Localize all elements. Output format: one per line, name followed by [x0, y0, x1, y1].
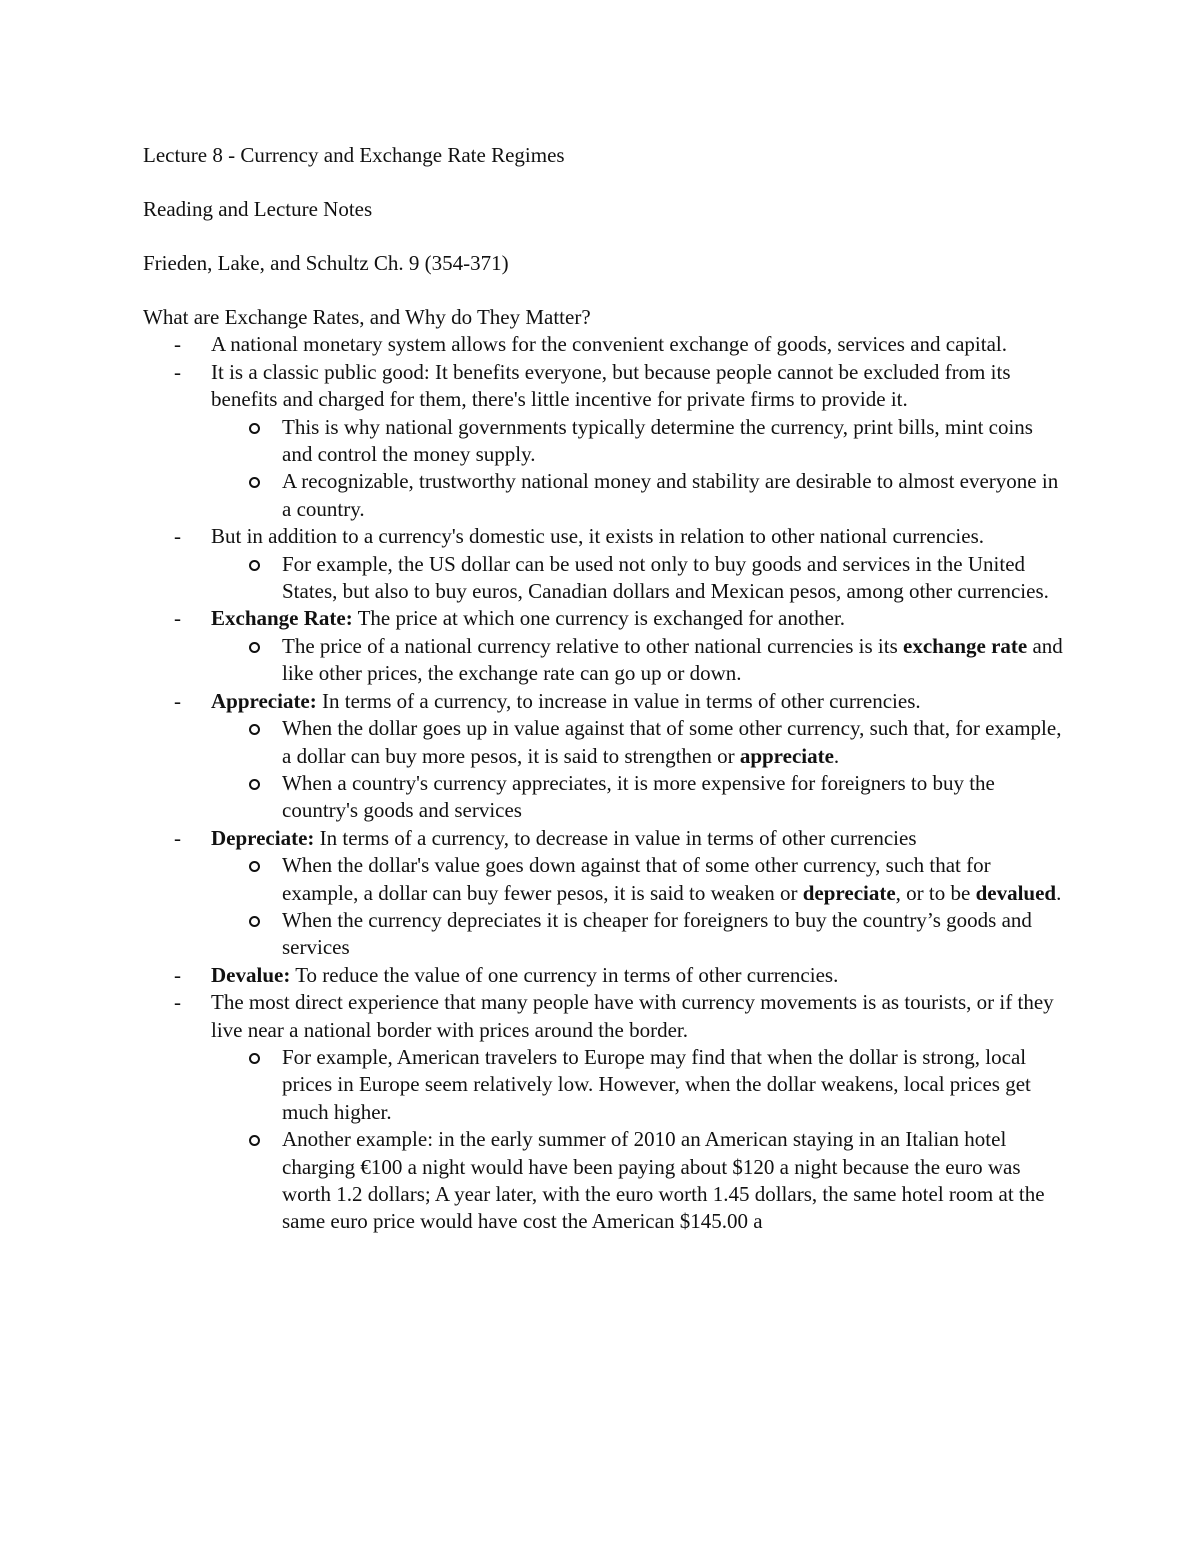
dash-bullet: -: [174, 606, 181, 631]
dash-bullet: -: [174, 962, 181, 987]
sub-list-item: [143, 1044, 1068, 1126]
dash-bullet: -: [174, 359, 181, 384]
sub-item-text: When the currency depreciates it is cheaper for foreigners to buy the country’s goods and services: [282, 907, 1032, 960]
circle-bullet-icon: [249, 1135, 260, 1146]
bold-term: exchange rate: [903, 633, 1028, 658]
list-item: [143, 605, 1068, 687]
term-depreciate: Depreciate:: [211, 825, 315, 850]
sub-list: [211, 1044, 1068, 1236]
sub-item-text: The price of a national currency relative to other national currencies is its: [282, 633, 903, 658]
sub-list: [211, 633, 1068, 688]
term-appreciate: Appreciate:: [211, 688, 317, 713]
sub-item-text: Another example: in the early summer of 2010 an American staying in an Italian hotel charging €100 a night would have been paying about $120 a night because the euro was worth 1.2 dollars; A year later, with the euro worth 1.45 dollars, the same hotel room at the same euro price would have cost the American $145.00 a: [282, 1127, 1045, 1234]
document-page: [143, 142, 1068, 1236]
circle-bullet-icon: [249, 916, 260, 927]
list-item: [143, 825, 1068, 962]
item-text: A national monetary system allows for the convenient exchange of goods, services and capital.: [211, 332, 1008, 357]
bold-term: depreciate: [802, 880, 896, 905]
definition-text: To reduce the value of one currency in terms of other currencies.: [290, 962, 839, 987]
dash-bullet: -: [174, 825, 181, 850]
item-text: The most direct experience that many people have with currency movements is as tourists, or if they live near a national border with prices around the border.: [211, 990, 1054, 1042]
dash-bullet: -: [174, 990, 181, 1015]
list-item: [143, 523, 1068, 605]
list-item: [143, 331, 1068, 358]
circle-bullet-icon: [249, 1053, 260, 1064]
item-text: But in addition to a currency's domestic use, it exists in relation to other national currencies.: [211, 524, 985, 549]
dash-bullet: -: [174, 688, 181, 713]
sub-list-item: [143, 633, 1068, 688]
sub-item-text: A recognizable, trustworthy national money and stability are desirable to almost everyone in a country.: [282, 469, 1059, 521]
sub-item-text: For example, the US dollar can be used not only to buy goods and services in the United States, but also to buy euros, Canadian dollars and Mexican pesos, among other currencies.: [282, 551, 1049, 604]
list-item: [143, 989, 1068, 1236]
reading-citation: Frieden, Lake, and Schultz Ch. 9 (354-371): [143, 251, 509, 275]
sub-item-text: .: [833, 743, 840, 768]
sub-item-text: When a country's currency appreciates, it is more expensive for foreigners to buy the country's goods and services: [282, 770, 995, 823]
list-item: [143, 359, 1068, 523]
definition-text: In terms of a currency, to increase in value in terms of other currencies.: [316, 688, 921, 713]
circle-bullet-icon: [249, 423, 260, 434]
dash-bullet: -: [174, 524, 181, 549]
bold-term: appreciate: [739, 743, 834, 768]
sub-list-item: [143, 468, 1068, 523]
circle-bullet-icon: [249, 477, 260, 488]
circle-bullet-icon: [249, 779, 260, 790]
term-exchange-rate: Exchange Rate:: [211, 606, 353, 631]
sub-list-item: [143, 1126, 1068, 1236]
circle-bullet-icon: [249, 861, 260, 872]
notes-list: [143, 331, 1068, 1235]
sub-list-item: [143, 852, 1068, 907]
dash-bullet: -: [174, 332, 181, 357]
sub-item-text: For example, American travelers to Europe may find that when the dollar is strong, local prices in Europe seem relatively low. However, when the dollar weakens, local prices get much higher.: [282, 1044, 1031, 1124]
item-text: It is a classic public good: It benefits everyone, but because people cannot be excluded from its benefits and charged for them, there's little incentive for private firms to provide it.: [211, 359, 1011, 412]
sub-list-item: [143, 907, 1068, 962]
term-devalue: Devalue:: [211, 962, 291, 987]
list-item: [143, 962, 1068, 989]
sub-item-text: , or to be: [895, 880, 976, 905]
bold-term: devalued: [975, 880, 1057, 905]
sub-list-item: [143, 551, 1068, 606]
circle-bullet-icon: [249, 560, 260, 571]
definition-text: The price at which one currency is exchanged for another.: [352, 606, 846, 631]
reading-subtitle: Reading and Lecture Notes: [143, 197, 373, 221]
sub-item-text: .: [1056, 880, 1062, 905]
sub-list: [211, 414, 1068, 524]
sub-item-text: This is why national governments typically determine the currency, print bills, mint coins and control the money supply.: [282, 414, 1033, 467]
sub-list: [211, 551, 1068, 606]
sub-item-text: and like other prices, the exchange rate can go up or down.: [282, 633, 1063, 686]
sub-list-item: [143, 715, 1068, 770]
circle-bullet-icon: [249, 642, 260, 653]
circle-bullet-icon: [249, 724, 260, 735]
sub-list-item: [143, 770, 1068, 825]
sub-item-text: When the dollar goes up in value against that of some other currency, such that, for example, a dollar can buy more pesos, it is said to strengthen or: [282, 716, 1062, 768]
list-item: [143, 688, 1068, 825]
sub-item-text: When the dollar's value goes down against that of some other currency, such that for example, a dollar can buy fewer pesos, it is said to weaken or: [282, 853, 991, 905]
definition-text: In terms of a currency, to decrease in value in terms of other currencies: [314, 825, 917, 850]
sub-list: [211, 852, 1068, 962]
lecture-title: Lecture 8 - Currency and Exchange Rate Regimes: [143, 143, 565, 167]
sub-list-item: [143, 414, 1068, 469]
sub-list: [211, 715, 1068, 825]
section-heading: What are Exchange Rates, and Why do They Matter?: [143, 305, 591, 329]
